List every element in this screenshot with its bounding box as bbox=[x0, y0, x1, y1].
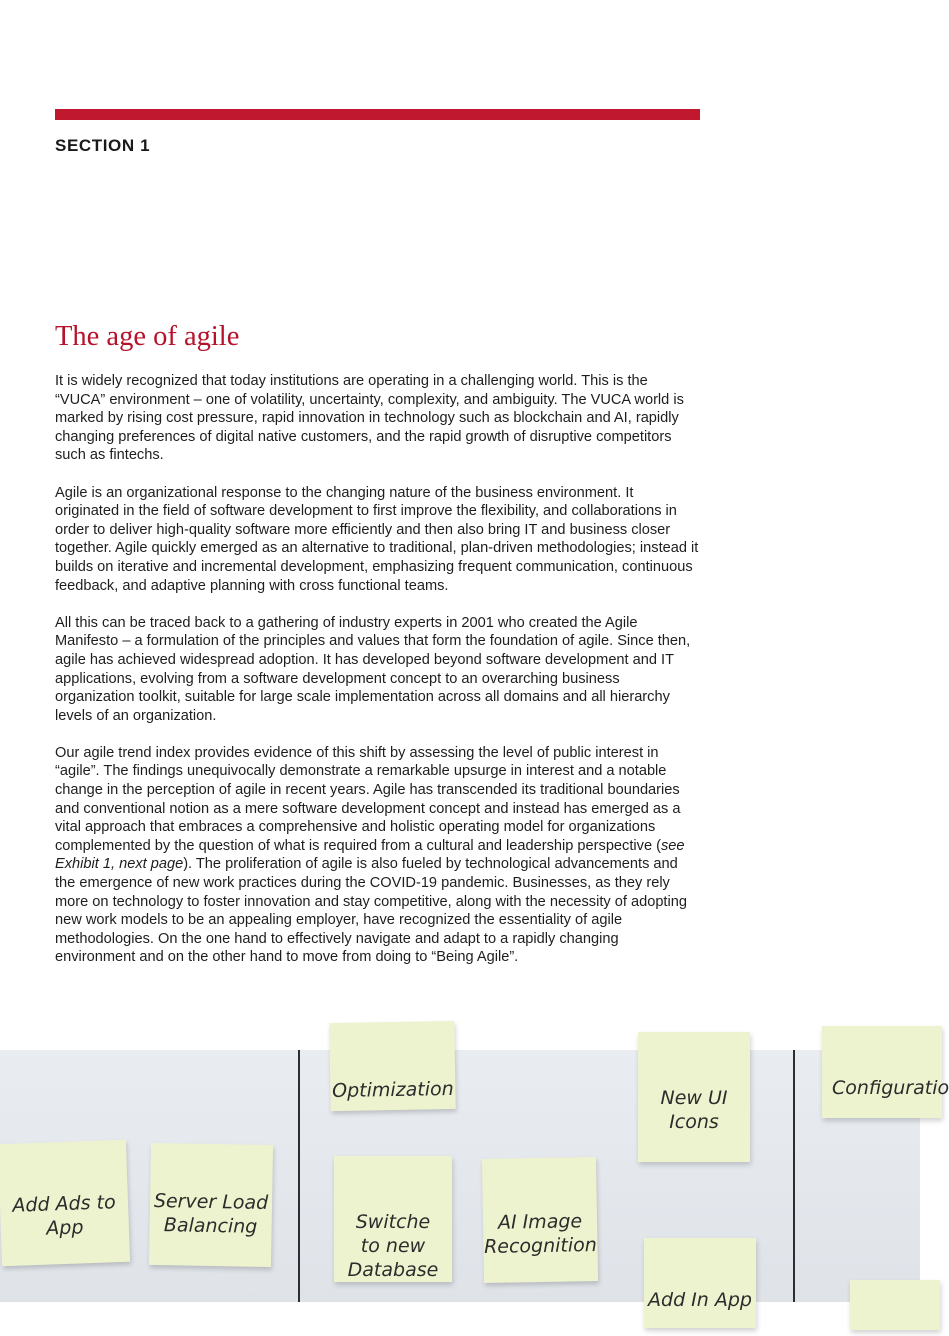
sticky-note-text: Configuratio bbox=[832, 1077, 949, 1099]
section-rule bbox=[55, 109, 700, 120]
sticky-note bbox=[644, 1238, 756, 1328]
sticky-note bbox=[822, 1026, 949, 1118]
sticky-note bbox=[850, 1280, 940, 1330]
sticky-note-text: Server Load Balancing bbox=[153, 1190, 269, 1238]
sticky-note-text: New UI Icons bbox=[660, 1087, 728, 1133]
sticky-note-text: Switche to new Database bbox=[347, 1211, 439, 1281]
exhibit-reference: see Exhibit 1, next page bbox=[55, 837, 685, 873]
section-label: SECTION 1 bbox=[55, 136, 151, 155]
paragraph: Agile is an organizational response to the changing nature of the business environment. It originated in the field of software development to first improve the flexibility, and collaborations in order to deliver high-quality software more efficiently and then also bring IT and business closer together. Agile quickly emerged as an alternative to traditional, plan-driven methodologies; instead it builds on iterative and incremental development, emphasizing frequent communication, continuous feedback, and adaptive planning with cross functional teams. bbox=[55, 484, 699, 594]
sticky-note bbox=[0, 1140, 130, 1266]
sticky-note bbox=[482, 1157, 598, 1283]
sticky-note-text: Add Ads to App bbox=[12, 1191, 116, 1240]
sticky-note-text: Optimization bbox=[331, 1077, 454, 1103]
sticky-note bbox=[334, 1156, 452, 1282]
paragraph-text: Our agile trend index provides evidence of this shift by assessing the level of public interest in “agile”. The findings unequivocally demonstrate a remarkable upsurge in interest and a notable change in the perception of agile in recent years. Agile has transcended its traditional boundaries and conventional notion as a mere software development concept and instead has emerged as a vital approach that embraces a comprehensive and holistic operating model for organizations complemented by the question of what is required from a cultural and leadership perspective ( bbox=[55, 744, 681, 854]
body-text bbox=[55, 372, 700, 986]
sticky-note-text: AI Image Recognition bbox=[483, 1210, 598, 1258]
board-divider bbox=[298, 1050, 300, 1302]
paragraph-text: ). The proliferation of agile is also fueled by technological advancements and the emergence of new work practices during the COVID-19 pandemic. Businesses, as they rely more on technology to foster innovation and stay competitive, along with the necessity of adopting new work models to be an appealing employer, have recognized the essentiality of agile methodologies. On the one hand to effectively navigate and adapt to a rapidly changing environment and on the other hand to move from doing to “Being Agile”. bbox=[55, 856, 687, 966]
sticky-note bbox=[149, 1143, 273, 1267]
sticky-notes-photo bbox=[0, 1050, 949, 1311]
paragraph: All this can be traced back to a gathering of industry experts in 2001 who created the Agile Manifesto – a formulation of the principles and values that form the foundation of agile. Since then, agile has achieved widespread adoption. It has developed beyond software development and IT applications, evolving from a software development concept to an overarching business organization toolkit, suitable for large scale implementation across all domains and all hierarchy levels of an organization. bbox=[55, 614, 691, 724]
sticky-note-text: Add In App bbox=[648, 1289, 752, 1311]
sticky-note bbox=[329, 1021, 456, 1111]
page-title: The age of agile bbox=[55, 321, 240, 352]
sticky-note bbox=[638, 1032, 750, 1162]
paragraph bbox=[55, 744, 700, 967]
board-divider bbox=[793, 1050, 795, 1302]
paragraph: It is widely recognized that today institutions are operating in a challenging world. This is the “VUCA” environment – one of volatility, uncertainty, complexity, and ambiguity. The VUCA world is marked by rising cost pressure, rapid innovation in technology such as blockchain and AI, rapidly changing preferences of digital native customers, and the rapid growth of disruptive competitors such as fintechs. bbox=[55, 373, 684, 464]
